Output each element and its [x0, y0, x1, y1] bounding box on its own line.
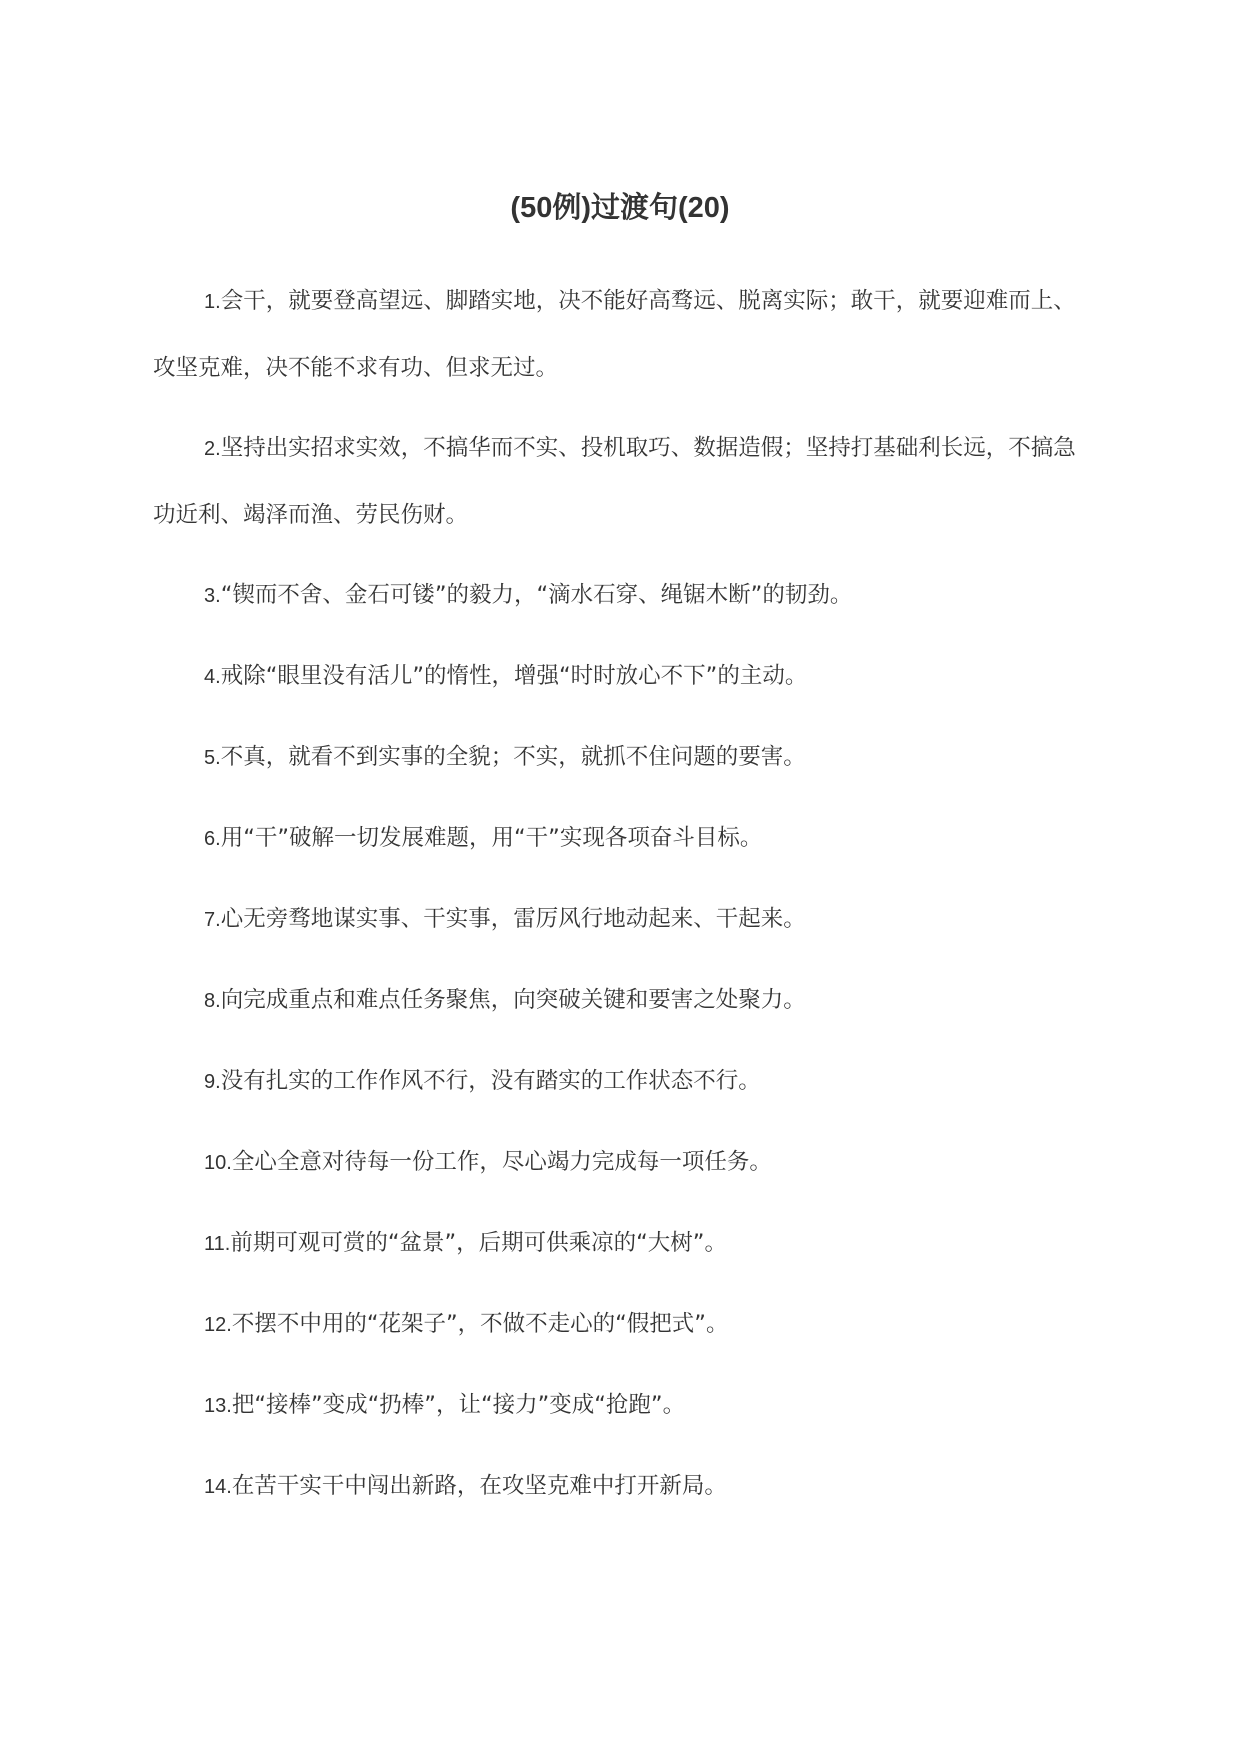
paragraph-text: 不摆不中用的“花架子”，不做不走心的“假把式”。 [231, 1311, 729, 1337]
paragraph-text: 戒除“眼里没有活儿”的惰性，增强“时时放心不下”的主动。 [220, 663, 808, 689]
paragraph-5 [153, 724, 1088, 791]
paragraph-4 [153, 643, 1088, 710]
paragraph-6 [153, 805, 1088, 872]
paragraph-text: 用“干”破解一切发展难题，用“干”实现各项奋斗目标。 [220, 825, 763, 851]
paragraph-8 [153, 967, 1088, 1034]
paragraph-number: 1. [204, 291, 221, 313]
paragraph-2 [153, 415, 1088, 548]
paragraph-number: 7. [204, 909, 221, 931]
paragraph-11 [153, 1210, 1088, 1277]
paragraph-13 [153, 1372, 1088, 1439]
paragraph-text: 心无旁骛地谋实事、干实事，雷厉风行地动起来、干起来。 [220, 906, 806, 932]
paragraph-text: 全心全意对待每一份工作，尽心竭力完成每一项任务。 [231, 1149, 772, 1175]
paragraph-number: 12. [204, 1314, 232, 1336]
paragraph-3 [153, 562, 1088, 629]
paragraph-number: 10. [204, 1152, 232, 1174]
paragraph-14 [153, 1453, 1088, 1520]
document-title: (50例)过渡句(20) [510, 192, 730, 224]
paragraph-number: 11. [204, 1233, 231, 1255]
paragraph-12 [153, 1291, 1088, 1358]
paragraph-7 [153, 886, 1088, 953]
paragraph-text: 把“接棒”变成“扔棒”，让“接力”变成“抢跑”。 [231, 1392, 686, 1418]
paragraph-text: 不真，就看不到实事的全貌；不实，就抓不住问题的要害。 [220, 744, 806, 770]
paragraph-number: 13. [204, 1395, 232, 1417]
paragraph-text: 没有扎实的工作作风不行，没有踏实的工作状态不行。 [220, 1068, 761, 1094]
paragraph-number: 6. [204, 828, 221, 850]
paragraph-number: 8. [204, 990, 221, 1012]
paragraph-number: 2. [204, 438, 221, 460]
paragraph-number: 14. [204, 1476, 232, 1498]
paragraph-text: 坚持出实招求实效，不搞华而不实、投机取巧、数据造假；坚持打基础利长远，不搞急功近利、竭泽而渔、劳民伤财。 [153, 435, 1076, 528]
paragraph-text: 前期可观可赏的“盆景”，后期可供乘凉的“大树”。 [230, 1230, 727, 1256]
paragraph-number: 5. [204, 747, 221, 769]
paragraph-number: 4. [204, 666, 221, 688]
paragraph-1 [153, 268, 1088, 401]
paragraph-10 [153, 1129, 1088, 1196]
paragraph-number: 3. [204, 585, 221, 607]
paragraph-text: 会干，就要登高望远、脚踏实地，决不能好高骛远、脱离实际；敢干，就要迎难而上、攻坚克难，决不能不求有功、但求无过。 [153, 288, 1076, 381]
paragraph-9 [153, 1048, 1088, 1115]
paragraph-number: 9. [204, 1071, 221, 1093]
document-body [153, 268, 1088, 1534]
paragraph-text: 向完成重点和难点任务聚焦，向突破关键和要害之处聚力。 [220, 987, 806, 1013]
paragraph-text: “锲而不舍、金石可镂”的毅力，“滴水石穿、绳锯木断”的韧劲。 [220, 582, 853, 608]
paragraph-text: 在苦干实干中闯出新路，在攻坚克难中打开新局。 [231, 1473, 727, 1499]
